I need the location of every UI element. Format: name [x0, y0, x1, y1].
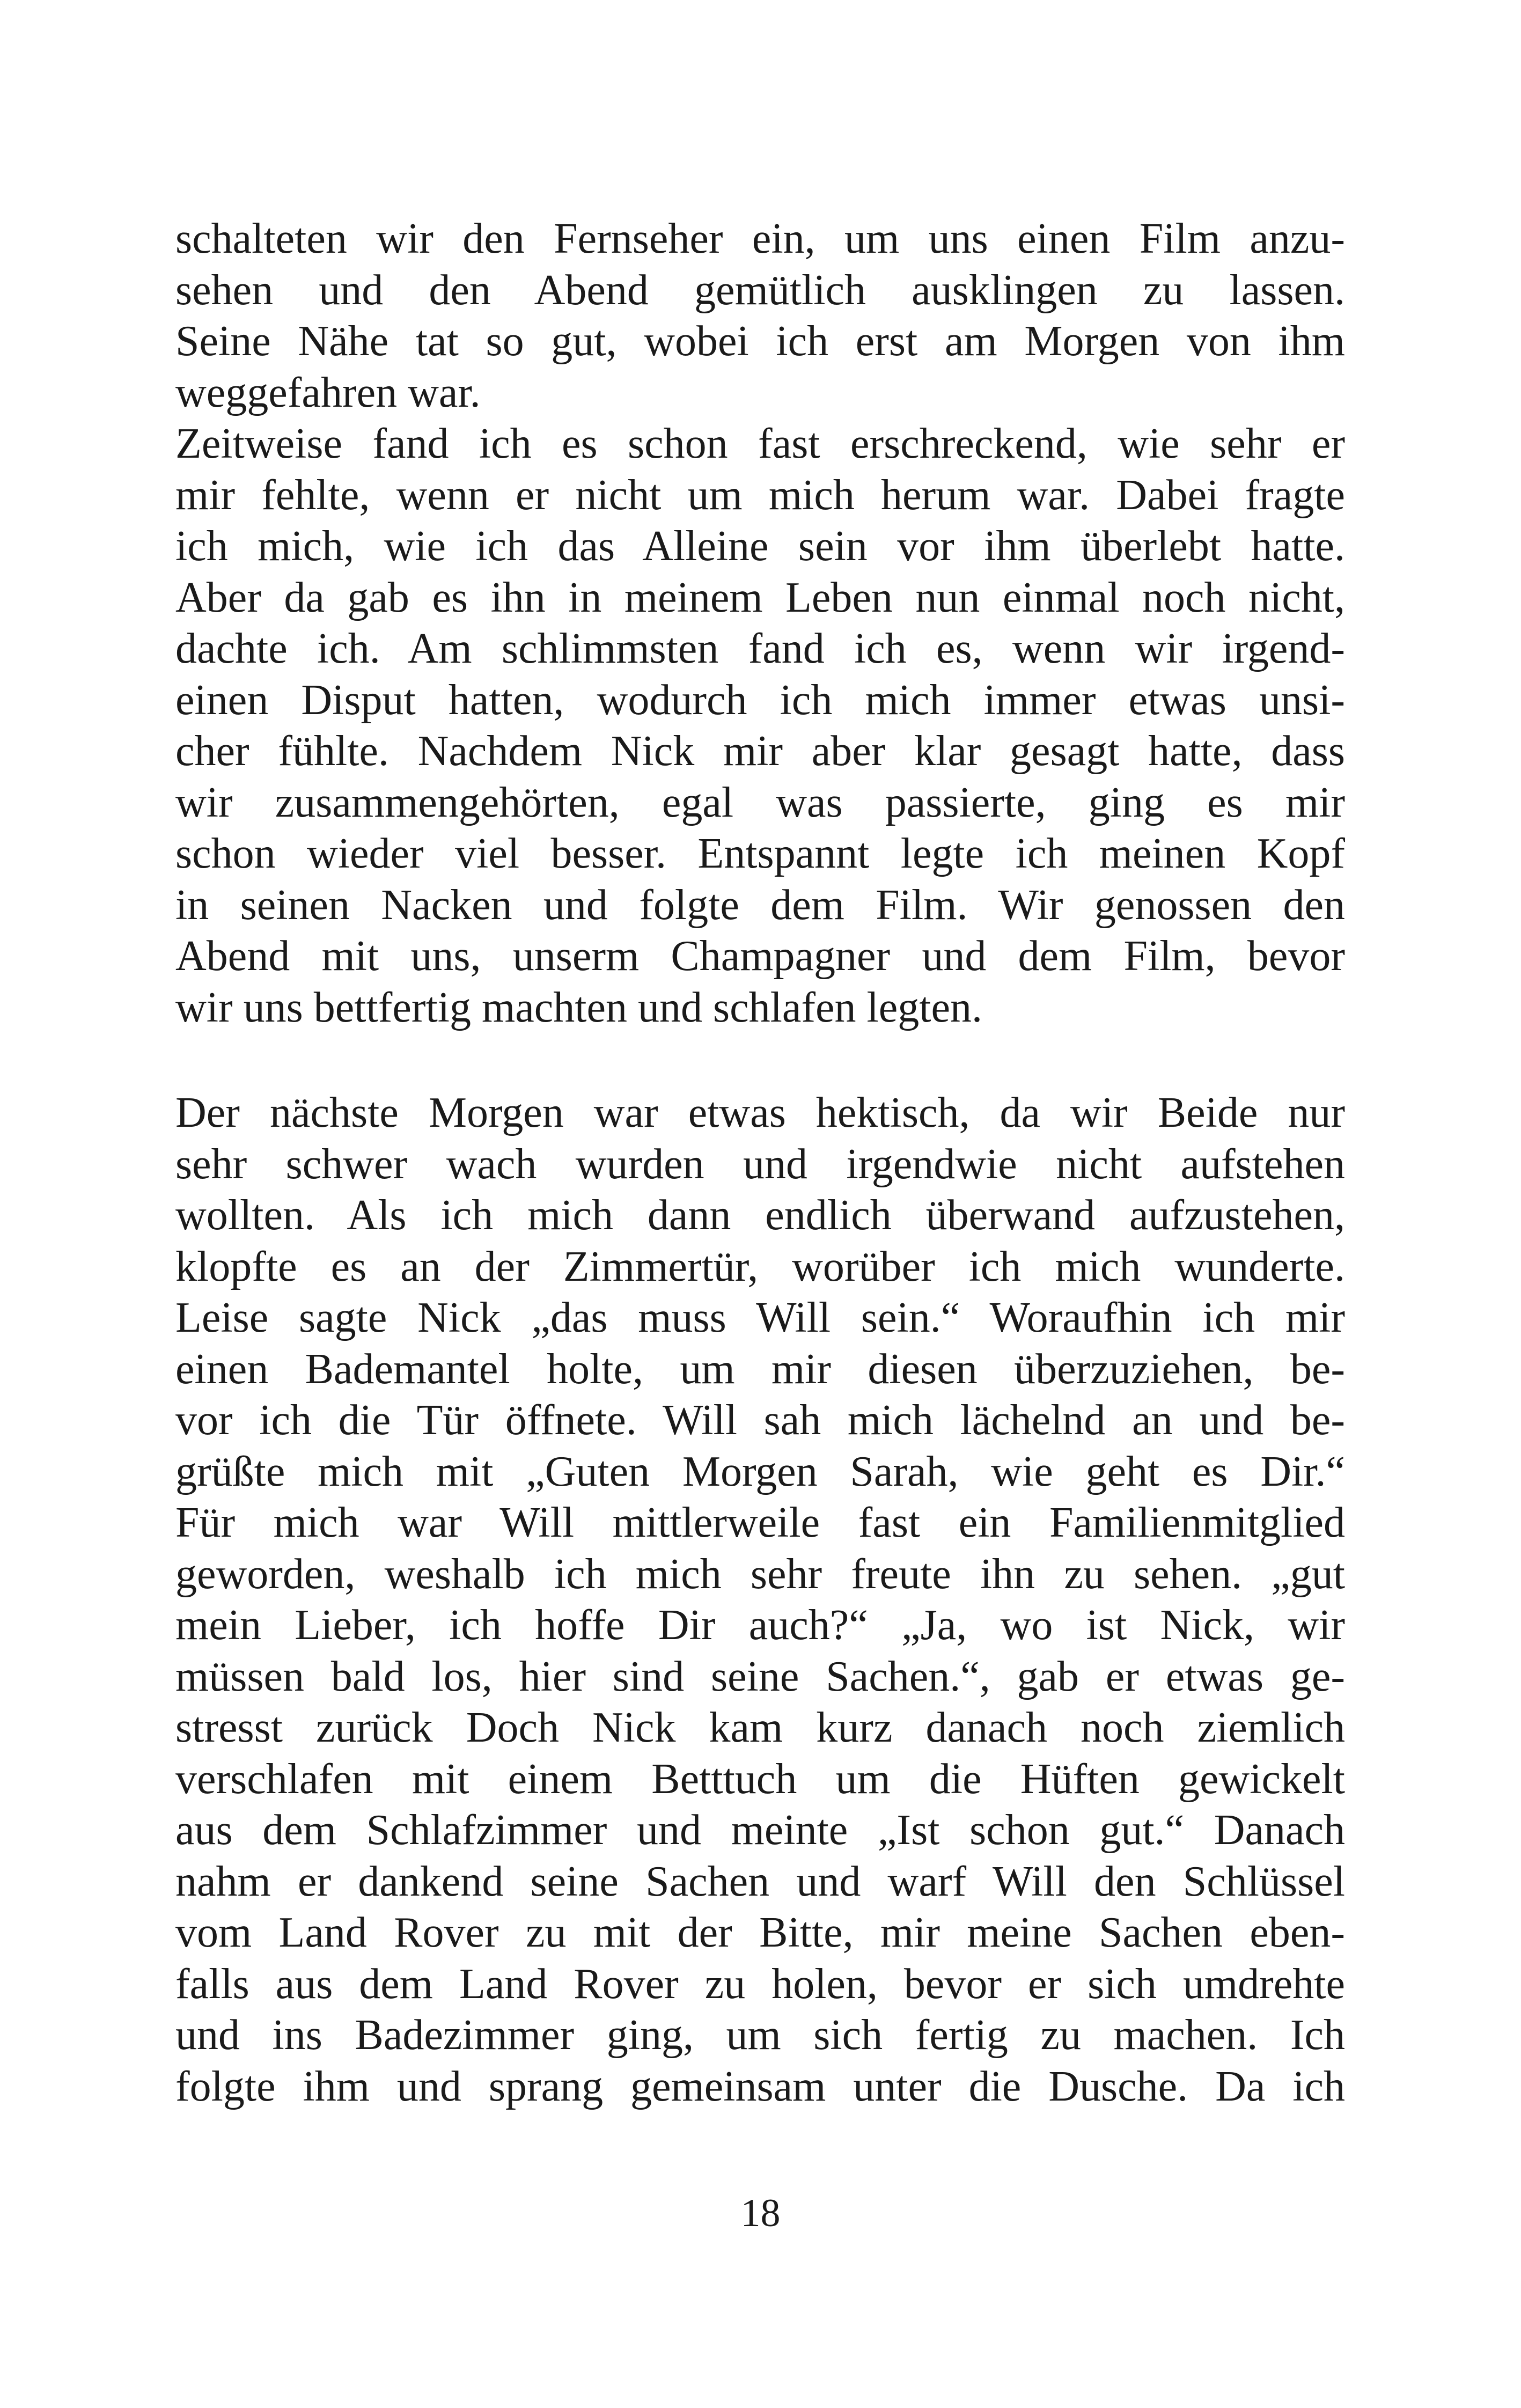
text-line: Der nächste Morgen war etwas hektisch, da wir Beide nur — [175, 1089, 1345, 1136]
text-line: klopfte es an der Zimmertür, worüber ich mich wunderte. — [175, 1243, 1345, 1290]
text-line: aus dem Schlafzimmer und meinte „Ist schon gut.“ Danach — [175, 1807, 1345, 1854]
text-line: folgte ihm und sprang gemeinsam unter die Dusche. Da ich — [175, 2062, 1345, 2110]
text-line: müssen bald los, hier sind seine Sachen.“, gab er etwas ge- — [175, 1653, 1345, 1700]
text-line: geworden, weshalb ich mich sehr freute ihn zu sehen. „gut — [175, 1550, 1345, 1598]
text-line: Aber da gab es ihn in meinem Leben nun einmal noch nicht, — [175, 574, 1345, 621]
text-line: Seine Nähe tat so gut, wobei ich erst am Morgen von ihm — [175, 318, 1345, 365]
text-line: mir fehlte, wenn er nicht um mich herum war. Dabei fragte — [175, 471, 1345, 519]
paragraph-1 — [175, 214, 1345, 1033]
text-line: wollten. Als ich mich dann endlich überwand aufzustehen, — [175, 1192, 1345, 1239]
paragraph-2 — [175, 1088, 1345, 2112]
text-line: verschlafen mit einem Betttuch um die Hüften gewickelt — [175, 1755, 1345, 1803]
text-line: sehen und den Abend gemütlich ausklingen zu lassen. — [175, 266, 1345, 314]
page-number: 18 — [740, 2191, 781, 2235]
text-line: ich mich, wie ich das Alleine sein vor ihm überlebt hatte. — [175, 523, 1345, 570]
text-line: falls aus dem Land Rover zu holen, bevor er sich umdrehte — [175, 1960, 1345, 2008]
text-line: Leise sagte Nick „das muss Will sein.“ Woraufhin ich mir — [175, 1294, 1345, 1341]
text-line: grüßte mich mit „Guten Morgen Sarah, wie geht es Dir.“ — [175, 1448, 1345, 1495]
text-line: dachte ich. Am schlimmsten fand ich es, wenn wir irgend- — [175, 625, 1345, 672]
text-line: Abend mit uns, unserm Champagner und dem Film, bevor — [175, 933, 1345, 980]
text-line: wir zusammengehörten, egal was passierte, ging es mir — [175, 779, 1345, 826]
text-line: Zeitweise fand ich es schon fast erschreckend, wie sehr er — [175, 420, 1345, 467]
text-line: Für mich war Will mittlerweile fast ein Familienmitglied — [175, 1499, 1345, 1546]
text-line: sehr schwer wach wurden und irgendwie nicht aufstehen — [175, 1140, 1345, 1188]
text-line: in seinen Nacken und folgte dem Film. Wir genossen den — [175, 881, 1345, 929]
text-line: vor ich die Tür öffnete. Will sah mich lächelnd an und be- — [175, 1397, 1345, 1444]
text-line: vom Land Rover zu mit der Bitte, mir meine Sachen eben- — [175, 1909, 1345, 1956]
text-line: cher fühlte. Nachdem Nick mir aber klar gesagt hatte, dass — [175, 728, 1345, 775]
text-line: stresst zurück Doch Nick kam kurz danach noch ziemlich — [175, 1704, 1345, 1751]
text-line: einen Disput hatten, wodurch ich mich immer etwas unsi- — [175, 676, 1345, 724]
text-line: mein Lieber, ich hoffe Dir auch?“ „Ja, wo ist Nick, wir — [175, 1602, 1345, 1649]
text-line: schalteten wir den Fernseher ein, um uns einen Film anzu- — [175, 215, 1345, 262]
text-line: wir uns bettfertig machten und schlafen legten. — [175, 983, 982, 1031]
text-line: einen Bademantel holte, um mir diesen überzuziehen, be- — [175, 1345, 1345, 1393]
text-line: schon wieder viel besser. Entspannt legte ich meinen Kopf — [175, 830, 1345, 877]
text-line: und ins Badezimmer ging, um sich fertig zu machen. Ich — [175, 2011, 1345, 2059]
text-line: weggefahren war. — [175, 369, 481, 416]
text-line: nahm er dankend seine Sachen und warf Will den Schlüssel — [175, 1858, 1345, 1905]
